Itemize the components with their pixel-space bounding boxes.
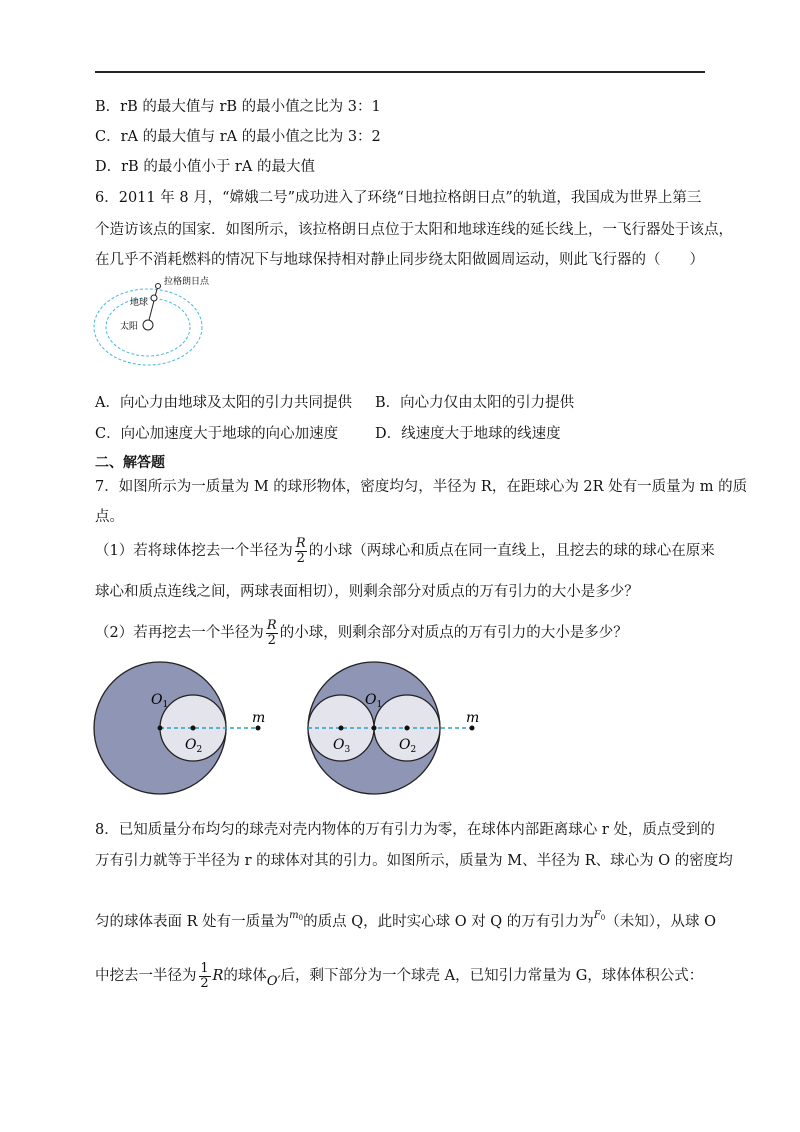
q8-line3-b: 的质点 Q，此时实心球 O 对 Q 的万有引力为 [303, 914, 594, 930]
label-m: m [252, 710, 266, 726]
m0-symbol: m0 [289, 910, 304, 922]
q6-option-c: C．向心加速度大于地球的向心加速度 [95, 426, 339, 442]
q8-line4-c: 后，剩下部分为一个球壳 A，已知引力常量为 G，球体体积公式： [280, 968, 704, 984]
q6-option-d: D．线速度大于地球的线速度 [375, 426, 561, 442]
f0-symbol: F0 [593, 910, 606, 922]
q6-option-a: A．向心力由地球及太阳的引力共同提供 [95, 395, 352, 411]
earth-icon [151, 295, 157, 301]
frac-num: 1 [200, 960, 209, 976]
q7-line2: 点。 [95, 509, 124, 525]
center-o1-dot [158, 726, 163, 731]
q6-line1: 6．2011 年 8 月，“嫦娥二号”成功进入了环绕“日地拉格朗日点”的轨道，我国成为世界上第三 [95, 190, 702, 206]
earth-label: 地球 [130, 298, 149, 308]
center-o2-dot [405, 726, 410, 731]
option-b-prev: B．rB 的最大值与 rB 的最小值之比为 3：1 [95, 99, 381, 115]
section-title: 二、解答题 [95, 455, 165, 471]
q7-part2-post: 的小球，则剩余部分对质点的万有引力的大小是多少？ [279, 625, 628, 641]
frac-den: 2 [296, 550, 305, 566]
q7-part1-pre: （1）若将球体挖去一个半径为 [95, 543, 293, 559]
lagrange-label: 拉格朗日点 [164, 277, 210, 287]
o-prime-symbol: O′ [266, 974, 281, 989]
q8-line3-c: （未知），从球 O [605, 914, 716, 930]
q7-line1: 7．如图所示为一质量为 M 的球形物体，密度均匀，半径为 R，在距球心为 2R 处有一质量为 m 的质 [95, 479, 748, 495]
q8-line4 [95, 958, 703, 994]
q8-line3-a: 匀的球体表面 R 处有一质量为 [95, 914, 290, 930]
lagrange-point-icon [156, 284, 161, 289]
q6-line2: 个造访该点的国家．如图所示，该拉格朗日点位于太阳和地球连线的延长线上，一飞行器处于该点， [95, 222, 733, 238]
sun-icon [143, 320, 153, 330]
header-rule [95, 71, 705, 73]
frac-den: 2 [200, 975, 209, 991]
q7-part1-line2: 球心和质点连线之间，两球表面相切），则剩余部分对质点的万有引力的大小是多少？ [95, 584, 639, 600]
q8-line4-b: 的球体 [223, 968, 267, 984]
q7-part2-pre: （2）若再挖去一个半径为 [95, 625, 264, 641]
q8-line1: 8．已知质量分布均匀的球壳对壳内物体的万有引力为零，在球体内部距离球心 r 处，质点受到的 [95, 822, 715, 838]
q6-line3: 在几乎不消耗燃料的情况下与地球保持相对静止同步绕太阳做圆周运动，则此飞行器的（ ） [95, 252, 704, 268]
frac-num: R [295, 535, 306, 551]
label-o1: $O_1$ [365, 692, 383, 710]
sun-earth-line [148, 289, 157, 324]
mass-m-dot [256, 726, 261, 731]
q8-line4-r: R [212, 968, 224, 984]
option-d-prev: D．rB 的最小值小于 rA 的最大值 [95, 159, 315, 175]
fraction-one-half [199, 962, 211, 991]
fraction-r-over-2 [295, 537, 307, 566]
q7-part1-line1 [95, 533, 715, 569]
q7-part2-line [95, 615, 628, 651]
center-o1-dot [372, 726, 377, 731]
label-o2: $O_2$ [399, 737, 417, 755]
q6-option-b: B．向心力仅由太阳的引力提供 [375, 395, 575, 411]
sun-label: 太阳 [120, 322, 139, 332]
fraction-r-over-2 [266, 619, 278, 648]
label-o1: $O_1$ [151, 692, 169, 710]
q8-line3 [95, 906, 716, 932]
option-c-prev: C．rA 的最大值与 rA 的最小值之比为 3：2 [95, 129, 381, 145]
q8-line2: 万有引力就等于半径为 r 的球体对其的引力。如图所示，质量为 M、半径为 R、球心为 O 的密度均 [95, 853, 733, 869]
mass-m-dot [470, 726, 475, 731]
center-o2-dot [191, 726, 196, 731]
label-o2: $O_2$ [185, 737, 203, 755]
label-m: m [466, 710, 480, 726]
label-o3: $O_3$ [333, 737, 351, 755]
frac-num: R [266, 617, 277, 633]
q7-part1-post: 的小球（两球心和质点在同一直线上，且挖去的球的球心在原来 [308, 543, 715, 559]
frac-den: 2 [267, 632, 276, 648]
center-o3-dot [339, 726, 344, 731]
sphere-figure-2 [306, 660, 506, 800]
q8-line4-a: 中挖去一半径为 [95, 968, 197, 984]
sphere-figure-1 [92, 660, 292, 800]
lagrange-orbit-figure [92, 272, 242, 372]
